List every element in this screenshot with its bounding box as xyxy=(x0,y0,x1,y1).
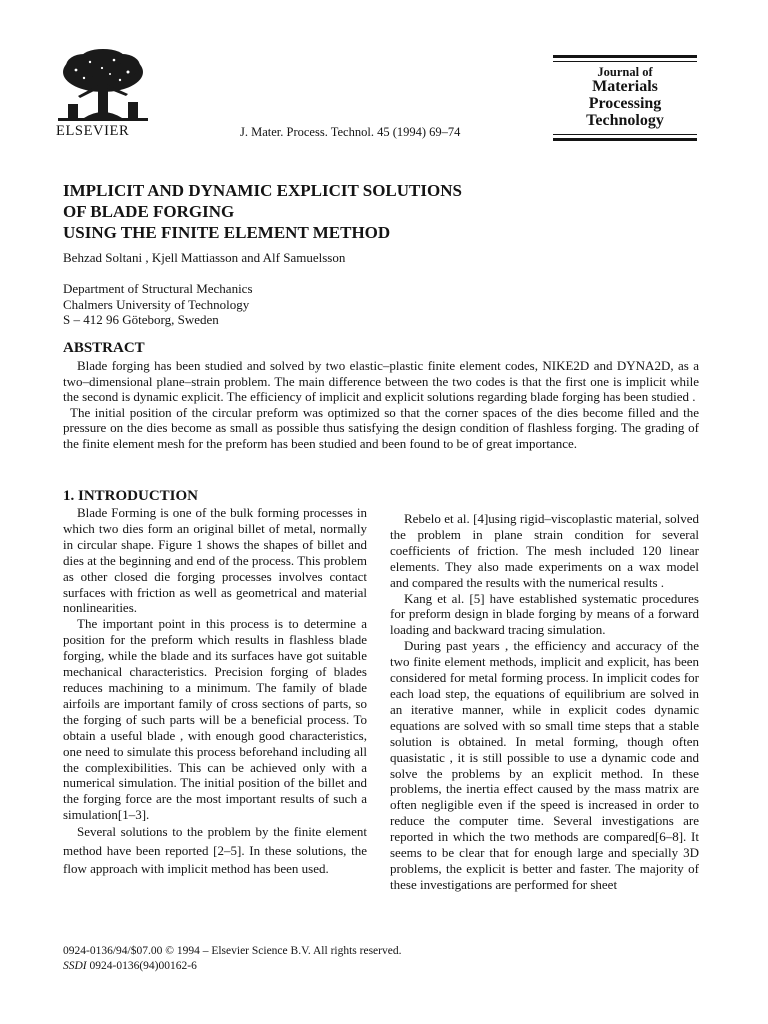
affiliation-line: Chalmers University of Technology xyxy=(63,296,250,312)
journal-name-line: Processing xyxy=(588,95,662,112)
left-column xyxy=(63,505,367,879)
ssdi-prefix: SSDI xyxy=(63,960,87,972)
publisher-name: ELSEVIER xyxy=(56,123,130,139)
right-column xyxy=(390,511,699,893)
journal-masthead xyxy=(553,55,697,141)
body-paragraph: Rebelo et al. [4]using rigid–viscoplastic material, solved the problem in plane strain condition for several coefficients of friction. The mesh included 120 linear elements. They also made experiments on a wax model and compared the results with the numerical results . xyxy=(390,511,699,590)
abstract-paragraph: The initial position of the circular preform was optimized so that the corner spaces of the dies become filled and the pressure on the dies become as small as possible thus satisfying the design condition of flashless forging. The grading of the finite element mesh for the preform has been studied and been found to be of great importance. xyxy=(63,404,699,451)
paper-title xyxy=(63,180,462,243)
elsevier-tree-icon xyxy=(54,48,152,124)
ssdi-line xyxy=(63,959,401,974)
body-paragraph: Blade Forming is one of the bulk forming processes in which two dies form an original billet of metal, normally in circular shape. Figure 1 shows the shapes of billet and dies at the beginning and end of the process. This problem as other closed die forging processes involves contact surfaces with friction as well as geometrical and material nonlinearities. xyxy=(63,505,367,616)
journal-name xyxy=(553,78,697,129)
affiliation xyxy=(63,281,253,328)
copyright-footer xyxy=(63,944,401,974)
affiliation-line: Department of Structural Mechanics xyxy=(63,281,253,296)
title-line: IMPLICIT AND DYNAMIC EXPLICIT SOLUTIONS xyxy=(63,181,462,200)
abstract-body xyxy=(63,358,699,451)
journal-of-label: Journal of xyxy=(597,65,653,79)
introduction-heading: 1. INTRODUCTION xyxy=(63,488,199,504)
ssdi-number: 0924-0136(94)00162-6 xyxy=(86,960,197,972)
journal-citation: J. Mater. Process. Technol. 45 (1994) 69–74 xyxy=(240,125,461,139)
journal-name-line: Technology xyxy=(586,112,664,129)
body-paragraph: Several solutions to the problem by the finite element method have been reported [2–5]. In these solutions, the flow approach with implicit method has been used. xyxy=(63,824,367,877)
journal-name-line: Materials xyxy=(592,78,658,95)
issn-copyright: 0924-0136/94/$07.00 © 1994 – Elsevier Science B.V. All rights reserved. xyxy=(63,945,402,957)
body-paragraph: The important point in this process is to determine a position for the preform which results in flashless blade forging, while the blade and its surfaces have got suitable mechanical characteristics. Precision forging of blades reduces machining to a minimum. The family of blade airfoils are important family of cross sections of parts, so the forging of such parts will be a beneficial process. To obtain a useful blade , with enough good characteristics, one need to simulate this process beforehand including all the complexibilities. This can be achieved only with a numerical simulation. The initial position of the billet and the forging force are the most important results of such a simulation[1–3]. xyxy=(63,616,367,823)
affiliation-line: S – 412 96 Göteborg, Sweden xyxy=(63,312,219,327)
title-line: OF BLADE FORGING xyxy=(63,202,235,221)
title-line: USING THE FINITE ELEMENT METHOD xyxy=(63,223,391,242)
abstract-paragraph: Blade forging has been studied and solved by two elastic–plastic finite element codes, NIKE2D and DYNA2D, as a two–dimensional plane–strain problem. The main difference between the two codes is that the first one is implicit while the second is dynamic explicit. The efficiency of implicit and explicit solutions regarding blade forging has been studied . xyxy=(63,358,699,404)
body-paragraph: Kang et al. [5] have established systematic procedures for preform design in blade forging by means of a forward loading and backward tracing simulation. xyxy=(390,590,699,638)
author-list: Behzad Soltani , Kjell Mattiasson and Alf Samuelsson xyxy=(63,250,346,265)
body-paragraph: During past years , the efficiency and accuracy of the two finite element methods, implicit and explicit, has been considered for metal forming process. In implicit codes for each load step, the equations of equilibrium are solved in an iterative manner, while in explicit codes dynamic equations are solved with so small time steps that a stable solution is obtained. In metal forming, though often quasistatic , it is still possible to use a dynamic code and solve the problems by an explicit method. In these problems, the inertia effect caused by the mass matrix are often negligible even if the speed is increased in order to reduce the computer time. Several investigations are reported in which the two methods are compared[6–8]. It seems to be clear that for enough large and specially 3D problems, the explicit is better and faster. The majority of these investigations are performed for sheet xyxy=(390,638,699,892)
abstract-heading: ABSTRACT xyxy=(63,340,145,356)
